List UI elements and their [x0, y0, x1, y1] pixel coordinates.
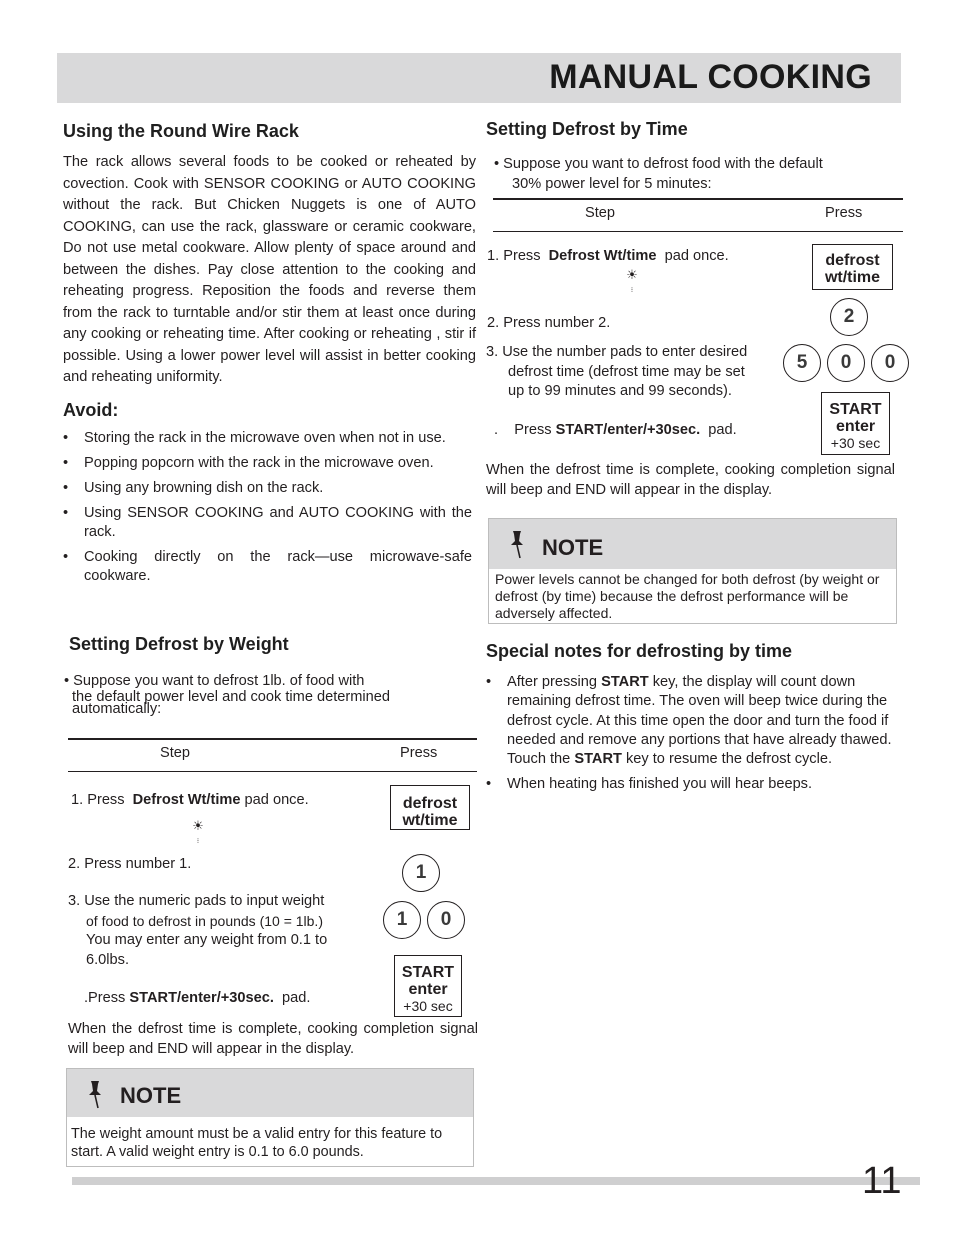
avoid-item: • Popping popcorn with the rack in the microwave oven.: [63, 454, 472, 473]
time-step-1-prefix: 1. Press: [487, 248, 541, 264]
time-step-4-suffix: pad.: [708, 422, 737, 438]
time-col-step: Step: [585, 205, 616, 221]
page-title: MANUAL COOKING: [549, 58, 872, 96]
time-step-1: [487, 247, 729, 267]
time-intro-line1: Suppose you want to defrost food with the default: [503, 156, 823, 172]
time-digit-key[interactable]: 2: [830, 298, 868, 336]
weight-step-4-key: START/enter/+30sec.: [129, 990, 274, 1006]
weight-intro-line3: automatically:: [72, 701, 162, 717]
weight-step-1-prefix: 1. Press: [71, 792, 125, 808]
weight-intro-line1: Suppose you want to defrost 1lb. of food with: [73, 673, 365, 689]
weight-step-3-line2: of food to defrost in pounds (10 = 1lb.): [86, 912, 323, 929]
special-item: • When heating has finished you will hear beeps.: [486, 775, 906, 794]
avoid-list: [63, 429, 472, 592]
special-item-1-key: START: [601, 674, 649, 690]
special-item: [486, 673, 906, 769]
time-digit-key[interactable]: 5: [783, 344, 821, 382]
time-defrost-key-line2: wt/time: [824, 269, 881, 286]
weight-start-key-line3: +30 sec: [403, 998, 453, 1014]
weight-defrost-key-line2: wt/time: [402, 812, 458, 829]
time-table-top-rule: [493, 198, 903, 200]
time-step-1-key: Defrost Wt/time: [548, 248, 657, 264]
pushpin-icon: [507, 529, 527, 559]
weight-table-header-rule: [68, 771, 477, 772]
time-table-header-rule: [493, 231, 903, 232]
time-step-3-line3: up to 99 minutes and 99 seconds).: [508, 383, 732, 399]
time-note-title: NOTE: [542, 535, 604, 560]
footer-bar: [72, 1177, 920, 1185]
time-col-press: Press: [825, 205, 863, 221]
time-intro: • Suppose you want to defrost food with the default 30% power level for 5 minutes:: [494, 155, 823, 194]
weight-digit-key[interactable]: 0: [427, 901, 465, 939]
weight-defrost-key-line1: defrost: [402, 795, 458, 812]
defrost-indicator-icon: ☀ ⁝: [192, 818, 204, 845]
avoid-heading: Avoid:: [63, 400, 119, 420]
weight-step-1-suffix: pad once.: [244, 792, 309, 808]
weight-note-header: [67, 1069, 473, 1117]
weight-intro-line2: the default power level and cook time determined: [72, 689, 391, 705]
weight-start-key-line2: enter: [408, 981, 448, 998]
time-note-box: [488, 518, 897, 624]
time-step-2: 2. Press number 2.: [487, 315, 611, 331]
special-item-1-key2: START: [574, 751, 622, 768]
time-step-4-prefix: Press: [514, 422, 552, 438]
weight-start-key-line1: START: [401, 964, 455, 981]
weight-step-3-line4: 6.0lbs.: [86, 951, 129, 968]
weight-step-4-prefix: .Press: [84, 990, 126, 1006]
page-number: 11: [862, 1160, 902, 1202]
time-digit-key[interactable]: 0: [827, 344, 865, 382]
time-defrost-key-line1: defrost: [825, 252, 880, 269]
time-note-text: Power levels cannot be changed for both defrost (by weight or defrost (by time) because the defrost performance will be adversely affected.: [495, 571, 880, 621]
time-step-4-key: START/enter/+30sec.: [555, 422, 701, 438]
time-step-3-line1: 3. Use the number pads to enter desired: [486, 344, 748, 360]
time-step-3: [486, 343, 786, 402]
time-step-4: [494, 421, 737, 441]
weight-note-text: The weight amount must be a valid entry for this feature to start. A valid weight entry is 0.1 to 6.0 pounds.: [71, 1126, 443, 1160]
weight-step-3-line3: You may enter any weight from 0.1 to: [86, 932, 328, 948]
weight-note-box: [66, 1068, 474, 1167]
weight-col-step: Step: [160, 745, 191, 761]
weight-step-4: [84, 989, 310, 1009]
special-item-1-text-b: key, the display will count down remaining defrost time. The oven will beep twice during the defrost cycle. At this time open the door and turn the food if needed and remove any portions that have already thawed. Touch the: [507, 674, 892, 768]
time-defrost-key[interactable]: [812, 244, 893, 290]
weight-step-1: [71, 791, 309, 811]
special-item-1-text-a: After pressing: [507, 674, 598, 690]
special-list: [486, 673, 906, 801]
special-heading: Special notes for defrosting by time: [486, 641, 793, 661]
time-start-key-line3: +30 sec: [830, 435, 881, 451]
time-step-4-dot: .: [494, 422, 499, 438]
time-step-3-line2: defrost time (defrost time may be set: [508, 363, 745, 380]
time-digit-key[interactable]: 0: [871, 344, 909, 382]
avoid-item: • Cooking directly on the rack—use microwave-safe cookware.: [63, 548, 472, 586]
defrost-indicator-icon: ☀ ⁝: [626, 267, 638, 294]
weight-col-press: Press: [400, 745, 438, 761]
rack-heading: Using the Round Wire Rack: [63, 121, 299, 141]
weight-digit-key[interactable]: 1: [402, 854, 440, 892]
rack-paragraph: The rack allows several foods to be cooked or reheated by covection. Cook with SENSOR COOKING or AUTO COOKING without the rack. But Chicken Nuggets is one of AUTO COOKING, can use the rack, glassware or ceramic cookware, Do not use metal cookware. Allow plenty of space around and between the dishes. Pay close attention to the cooking and reheating progress. Reposition the foods and reverse them from the rack to turntable and/or stir them at least once during any cooking or reheating time. After cooking or reheating , stir if possible. Using a lower power level will assist in better cooking and reheating uniformity.: [63, 154, 476, 385]
weight-step-1-key: Defrost Wt/time: [132, 792, 241, 808]
weight-step-2: 2. Press number 1.: [68, 856, 192, 872]
time-intro-line2: 30% power level for 5 minutes:: [512, 175, 712, 192]
weight-heading: Setting Defrost by Weight: [69, 634, 289, 654]
weight-step-4-suffix: pad.: [282, 990, 311, 1006]
time-start-key-line2: enter: [835, 418, 876, 435]
weight-digit-key[interactable]: 1: [383, 901, 421, 939]
weight-defrost-key[interactable]: [390, 785, 470, 830]
time-heading: Setting Defrost by Time: [486, 119, 688, 139]
avoid-item: • Using any browning dish on the rack.: [63, 479, 472, 498]
weight-start-key[interactable]: [394, 955, 462, 1017]
weight-outro: When the defrost time is complete, cooking completion signal will beep and END will appear in the display.: [68, 1021, 478, 1057]
avoid-item: • Using SENSOR COOKING and AUTO COOKING with the rack.: [63, 504, 472, 542]
time-start-key[interactable]: [821, 392, 890, 455]
time-start-key-line1: START: [829, 401, 882, 418]
time-step-1-suffix: pad once.: [664, 248, 729, 264]
time-note-header: [489, 519, 896, 569]
pushpin-icon: [85, 1079, 105, 1109]
weight-table-top-rule: [68, 738, 477, 740]
weight-intro: • Suppose you want to defrost 1lb. of food with the default power level and cook time determined automatically:: [64, 673, 391, 717]
weight-step-3-line1: 3. Use the numeric pads to input weight: [68, 893, 325, 909]
weight-step-3: [68, 892, 358, 970]
weight-note-title: NOTE: [120, 1083, 182, 1108]
avoid-item: • Storing the rack in the microwave oven when not in use.: [63, 429, 472, 448]
time-outro: When the defrost time is complete, cooking completion signal will beep and END will appear in the display.: [486, 462, 895, 498]
special-item-1-text-c: key to resume the defrost cycle.: [621, 751, 832, 768]
